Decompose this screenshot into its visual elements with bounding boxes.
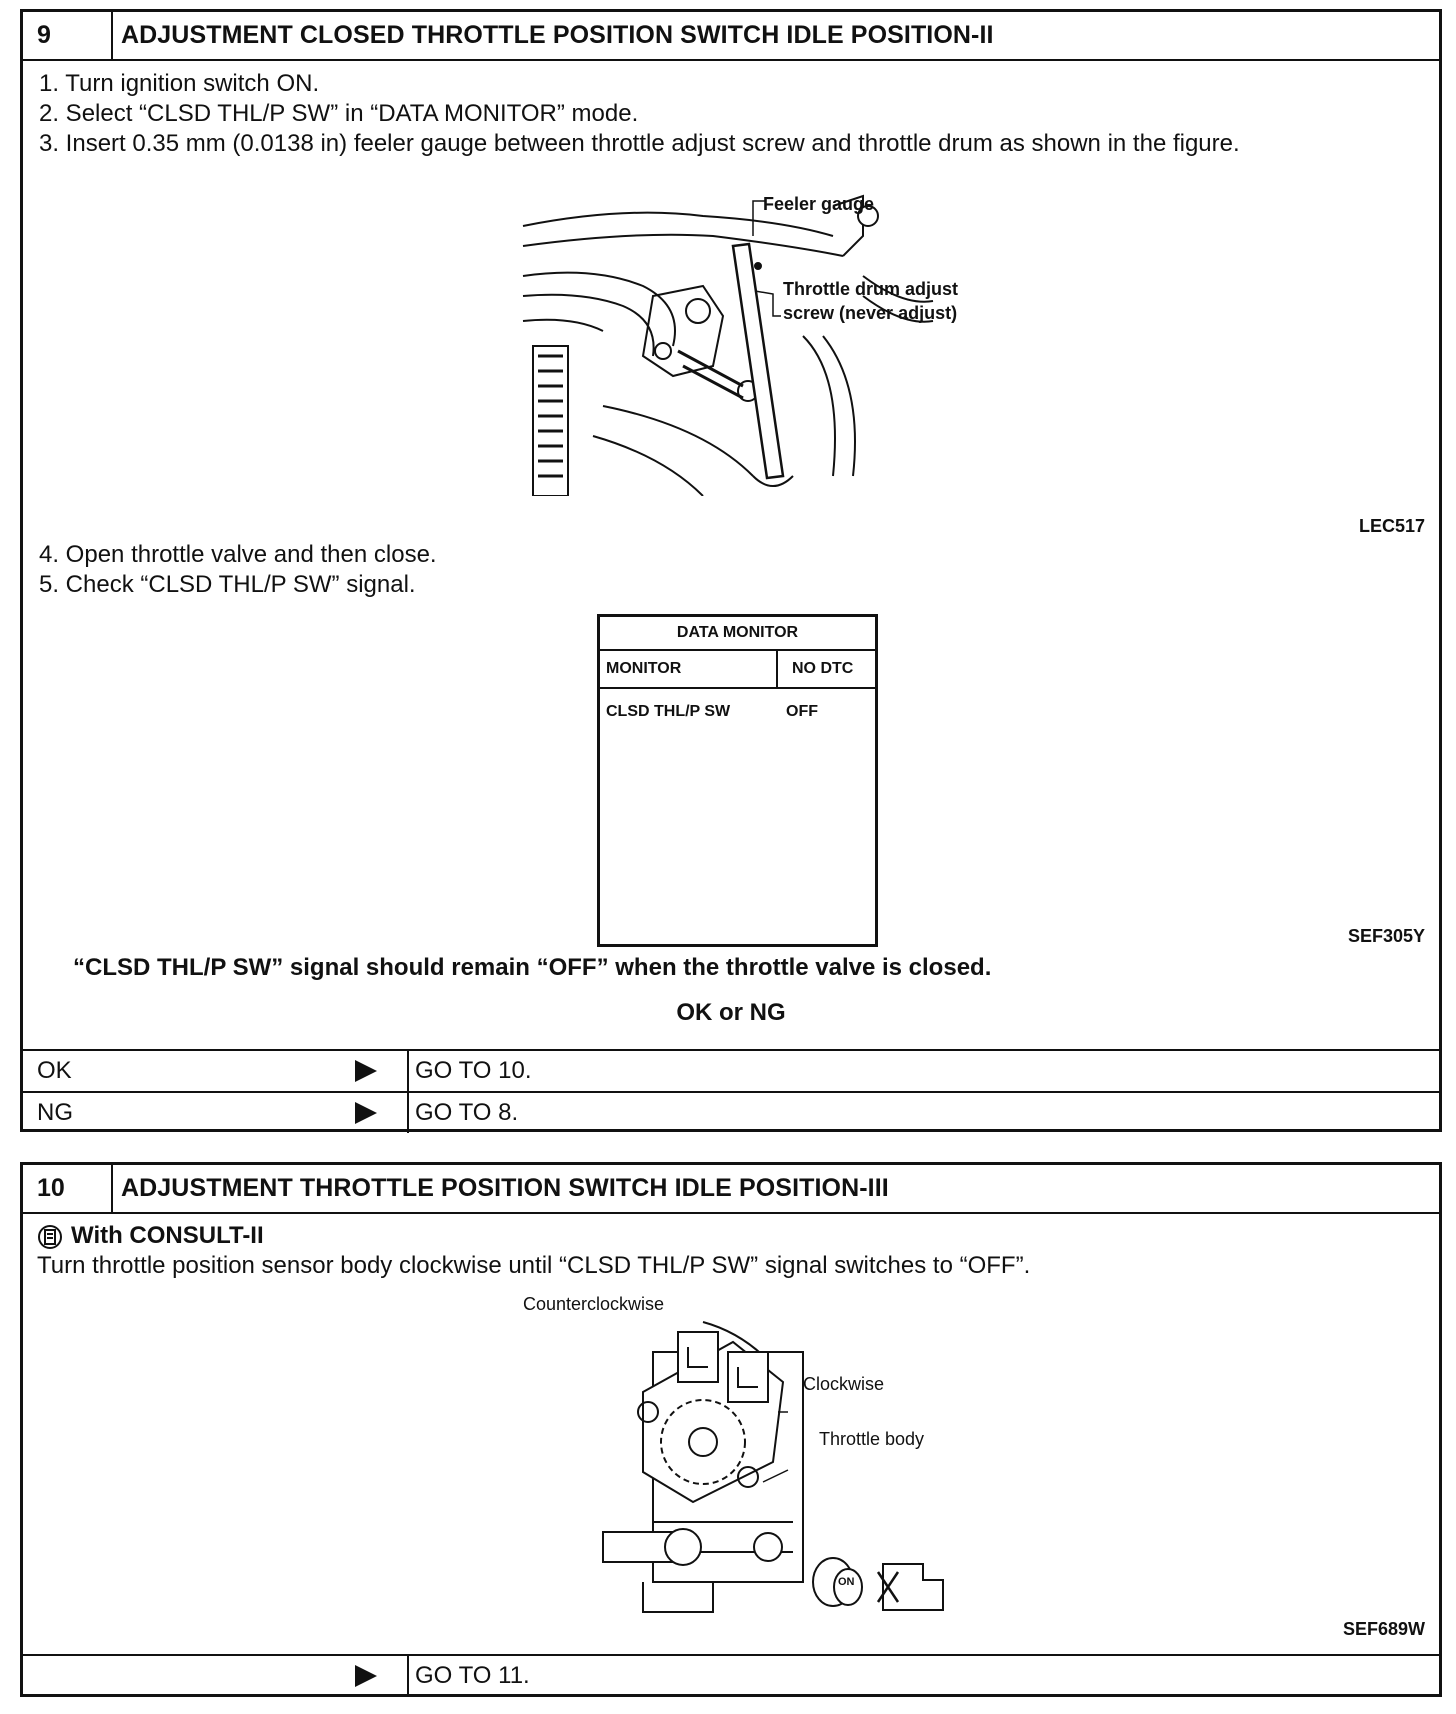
feeler-gauge-label: Feeler gauge bbox=[763, 194, 875, 214]
step-10-number: 10 bbox=[23, 1165, 113, 1212]
monitor-item: CLSD THL/P SW bbox=[606, 703, 731, 720]
consult-icon bbox=[37, 1224, 63, 1250]
step-10-title: ADJUSTMENT THROTTLE POSITION SWITCH IDLE POSITION-III bbox=[121, 1174, 889, 1202]
step-9-content bbox=[23, 61, 1439, 1049]
figure-code-lec517: LEC517 bbox=[1358, 516, 1425, 536]
data-monitor-title: DATA MONITOR bbox=[600, 617, 875, 651]
step-9-item-3: 3. Insert 0.35 mm (0.0138 in) feeler gauge between throttle adjust screw and throttle drum as shown in the figure. bbox=[39, 130, 1240, 157]
step-9-item-5: 5. Check “CLSD THL/P SW” signal. bbox=[39, 571, 416, 598]
result-ok-label bbox=[23, 1051, 409, 1091]
arrow-right-icon bbox=[355, 1102, 377, 1124]
step-9-box bbox=[20, 9, 1442, 1132]
throttle-drum-label-2: screw (never adjust) bbox=[783, 303, 958, 323]
clockwise-label: Clockwise bbox=[803, 1374, 885, 1394]
figure-code-sef689w: SEF689W bbox=[1342, 1619, 1425, 1639]
step-9-header bbox=[23, 12, 1439, 61]
step-10-content bbox=[23, 1214, 1439, 1654]
monitor-value: OFF bbox=[786, 703, 818, 720]
result-ng-action: GO TO 8. bbox=[415, 1099, 519, 1126]
ignition-key-on-icon: ON bbox=[838, 1576, 855, 1588]
figure-code-sef305y: SEF305Y bbox=[1347, 926, 1425, 946]
throttle-body-label: Throttle body bbox=[819, 1429, 925, 1449]
result-ok-text: OK bbox=[37, 1057, 72, 1084]
step-10-instruction: Turn throttle position sensor body clockwise until “CLSD THL/P SW” signal switches to “OFF”. bbox=[37, 1252, 1031, 1279]
feeler-gauge-figure bbox=[503, 176, 943, 496]
result-next-label bbox=[23, 1656, 409, 1696]
step-9-number: 9 bbox=[23, 12, 113, 59]
status-column-header: NO DTC bbox=[792, 660, 854, 677]
result-row-ng bbox=[23, 1091, 1439, 1133]
data-monitor-columns bbox=[600, 651, 875, 689]
data-monitor-row bbox=[600, 703, 875, 721]
result-row-next bbox=[23, 1654, 1439, 1696]
throttle-sensor-figure bbox=[583, 1302, 1003, 1632]
ok-or-ng-question: OK or NG bbox=[676, 999, 786, 1026]
step-9-item-2: 2. Select “CLSD THL/P SW” in “DATA MONITOR” mode. bbox=[39, 100, 639, 127]
result-next-action: GO TO 11. bbox=[415, 1662, 530, 1689]
throttle-drum-label-1: Throttle drum adjust bbox=[783, 279, 958, 299]
step-9-item-4: 4. Open throttle valve and then close. bbox=[39, 541, 437, 568]
step-10-header bbox=[23, 1165, 1439, 1214]
counterclockwise-label: Counterclockwise bbox=[523, 1294, 665, 1314]
step-10-box bbox=[20, 1162, 1442, 1697]
check-note: “CLSD THL/P SW” signal should remain “OFF” when the throttle valve is closed. bbox=[73, 954, 992, 981]
monitor-column-header: MONITOR bbox=[600, 651, 778, 687]
step-9-item-1: 1. Turn ignition switch ON. bbox=[39, 70, 320, 97]
result-ng-text: NG bbox=[37, 1099, 73, 1126]
arrow-right-icon bbox=[355, 1060, 377, 1082]
result-ok-action: GO TO 10. bbox=[415, 1057, 532, 1084]
consult-label: With CONSULT-II bbox=[71, 1222, 264, 1249]
arrow-right-icon bbox=[355, 1665, 377, 1687]
step-9-title: ADJUSTMENT CLOSED THROTTLE POSITION SWITCH IDLE POSITION-II bbox=[121, 21, 994, 49]
result-row-ok bbox=[23, 1049, 1439, 1091]
result-ng-label bbox=[23, 1093, 409, 1133]
data-monitor-screen bbox=[597, 614, 878, 947]
